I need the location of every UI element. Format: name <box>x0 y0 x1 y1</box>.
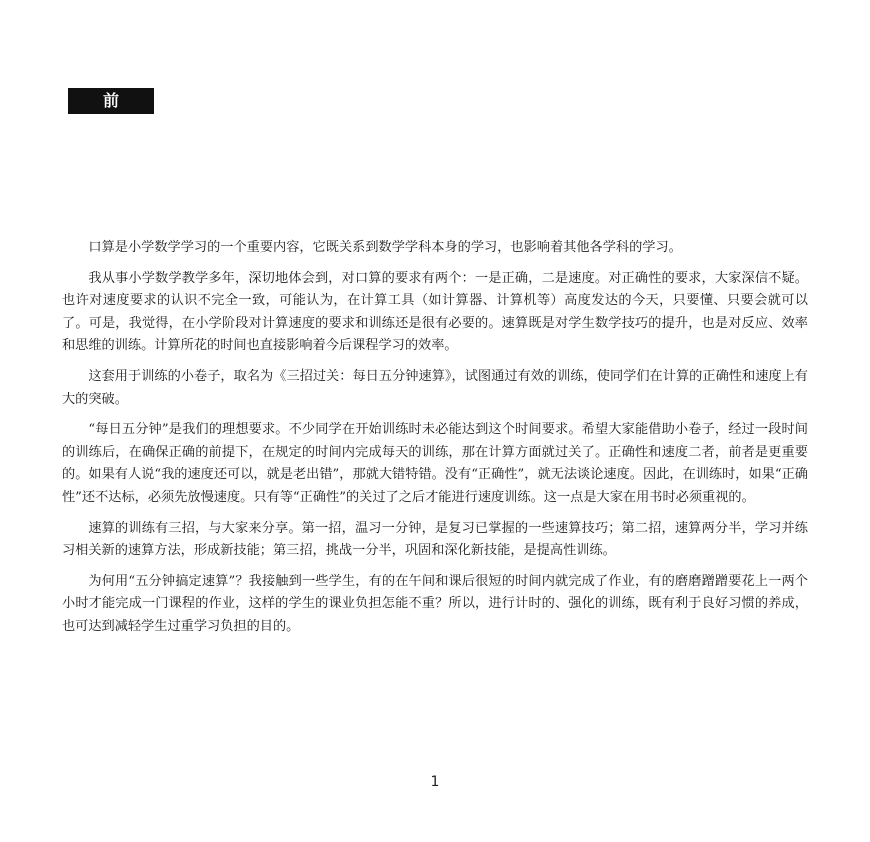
paragraph: 为何用“五分钟搞定速算”？我接触到一些学生，有的在午间和课后很短的时间内就完成了作业，有的磨磨蹭蹭要花上一两个小时才能完成一门课程的作业，这样的学生的课业负担怎能不重？所以，进行计时的、强化的训练，既有利于良好习惯的养成，也可达到减轻学生过重学习负担的目的。 <box>62 573 808 634</box>
preface-body <box>62 237 808 647</box>
paragraph: “每日五分钟”是我们的理想要求。不少同学在开始训练时未必能达到这个时间要求。希望大家能借助小卷子，经过一段时间的训练后，在确保正确的前提下，在规定的时间内完成每天的训练，那在计算方面就过关了。正确性和速度二者，前者是更重要的。如果有人说“我的速度还可以，就是老出错”，那就大错特错。没有“正确性”，就无法谈论速度。因此，在训练时，如果“正确性”还不达标，必须先放慢速度。只有等“正确性”的关过了之后才能进行速度训练。这一点是大家在用书时必须重视的。 <box>62 422 808 505</box>
section-title: 前 言 <box>68 88 154 114</box>
paragraph: 速算的训练有三招，与大家来分享。第一招，温习一分钟，是复习已掌握的一些速算技巧；第二招，速算两分半，学习并练习相关新的速算方法，形成新技能；第三招，挑战一分半，巩固和深化新技能，是提高性训练。 <box>62 520 808 559</box>
paragraph: 口算是小学数学学习的一个重要内容，它既关系到数学学科本身的学习，也影响着其他各学科的学习。 <box>88 240 682 255</box>
page-number: 1 <box>430 774 440 790</box>
paragraph: 我从事小学数学教学多年，深切地体会到，对口算的要求有两个：一是正确，二是速度。对正确性的要求，大家深信不疑。也许对速度要求的认识不完全一致，可能认为，在计算工具（如计算器、计算机等）高度发达的今天，只要懂、只要会就可以了。可是，我觉得，在小学阶段对计算速度的要求和训练还是很有必要的。速算既是对学生数学技巧的提升，也是对反应、效率和思维的训练。计算所花的时间也直接影响着今后课程学习的效率。 <box>62 270 808 354</box>
paragraph: 这套用于训练的小卷子，取名为《三招过关：每日五分钟速算》，试图通过有效的训练，使同学们在计算的正确性和速度上有大的突破。 <box>62 368 808 407</box>
